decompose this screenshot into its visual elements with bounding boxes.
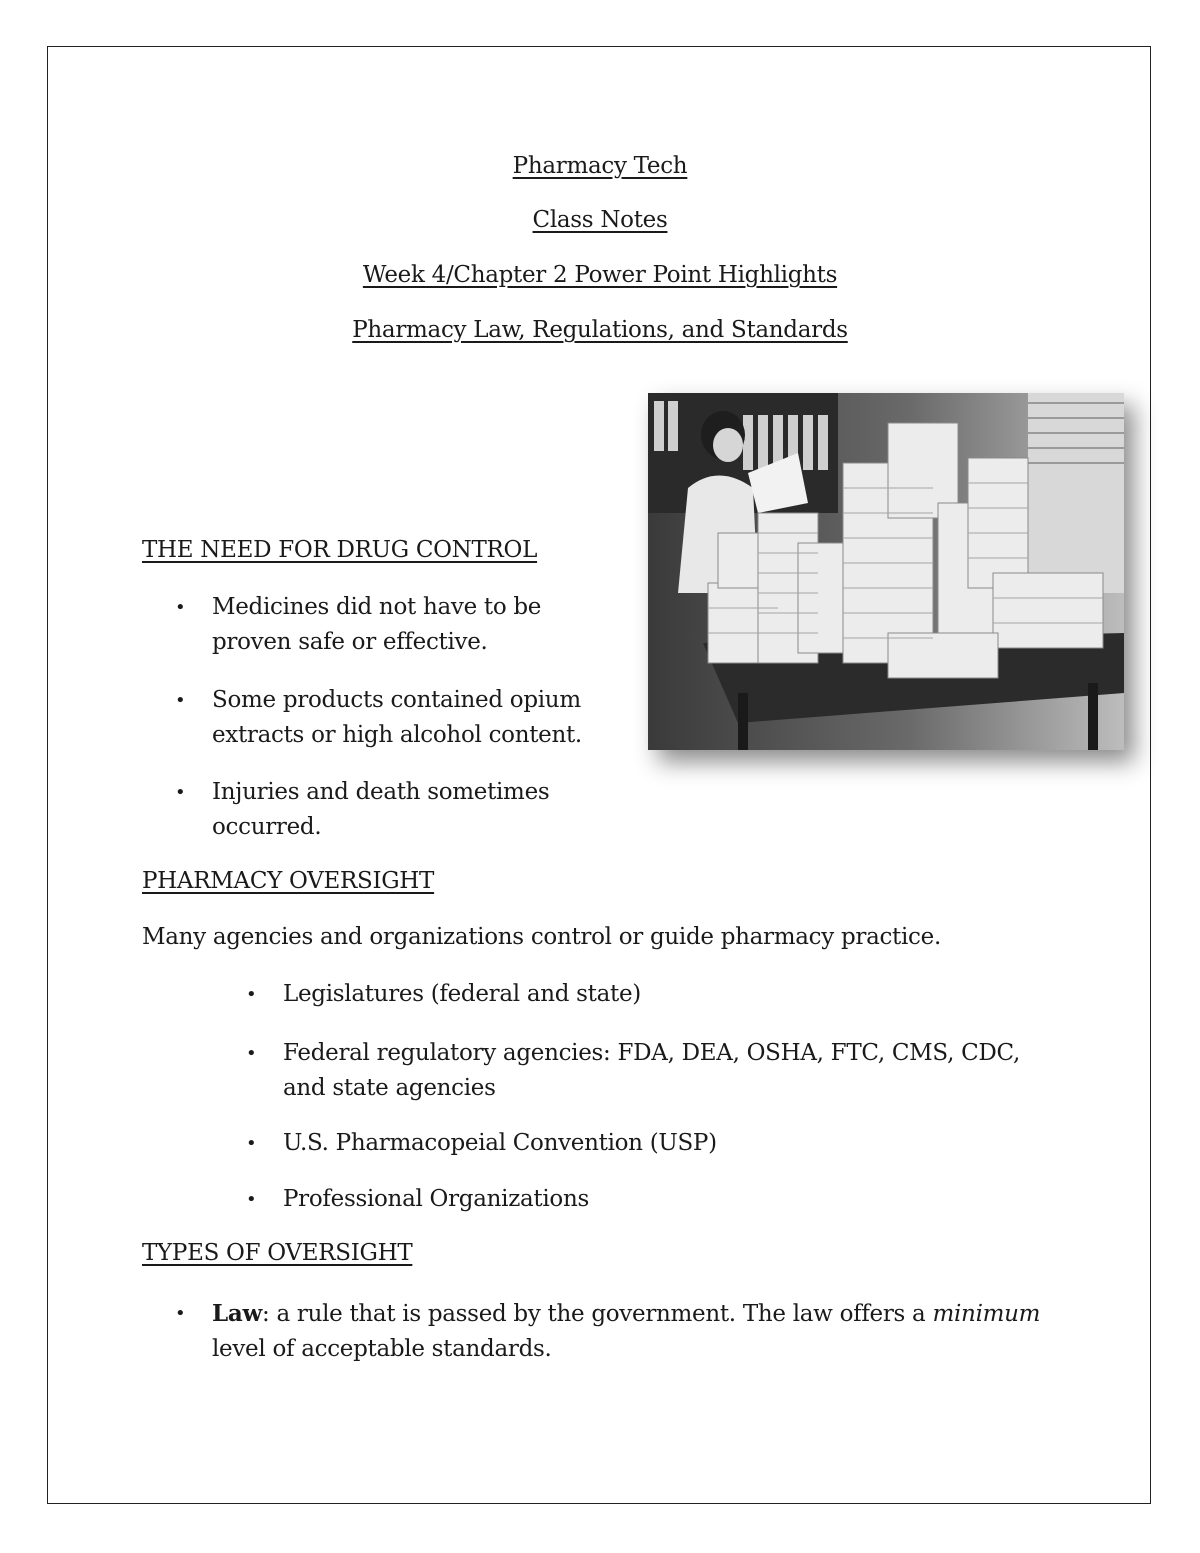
list-item [175,775,550,845]
list-item-text: Injuries and death sometimes [212,779,550,805]
law-definition-line1 [212,1296,1040,1332]
section-heading-pharmacy-oversight: PHARMACY OVERSIGHT [142,868,435,894]
section-heading-types-of-oversight: TYPES OF OVERSIGHT [142,1240,413,1266]
bullet-icon: • [175,690,186,711]
list-item-text: Medicines did not have to be [212,594,542,620]
list-item-text: U.S. Pharmacopeial Convention (USP) [283,1130,717,1156]
bullet-icon: • [246,1133,257,1154]
oversight-intro: Many agencies and organizations control or guide pharmacy practice. [142,924,941,950]
bullet-icon: • [175,1303,186,1324]
doc-subtitle: Class Notes [532,207,668,233]
list-item [246,1036,1021,1106]
list-item [246,977,641,1012]
section-heading-drug-control: THE NEED FOR DRUG CONTROL [142,537,538,563]
bullet-icon: • [246,1043,257,1064]
doc-week-chapter: Week 4/Chapter 2 Power Point Highlights [362,262,838,288]
doc-topic: Pharmacy Law, Regulations, and Standards [352,317,848,343]
list-item [246,1182,589,1217]
law-definition-text: : a rule that is passed by the government. The law offers a [261,1301,933,1327]
list-item-text: extracts or high alcohol content. [212,722,582,748]
list-item-text: and state agencies [283,1075,496,1101]
list-item-text: Professional Organizations [283,1186,589,1212]
bullet-icon: • [246,1189,257,1210]
list-item-text: Federal regulatory agencies: FDA, DEA, OSHA, FTC, CMS, CDC, [283,1040,1021,1066]
list-item [246,1126,717,1161]
list-item-text: Some products contained opium [212,687,581,713]
list-item-law [175,1296,1041,1367]
law-definition-line2: level of acceptable standards. [212,1336,552,1362]
bullet-icon: • [175,782,186,803]
document-stacks-photo [648,393,1124,750]
bullet-icon: • [246,984,257,1005]
list-item [175,683,582,753]
bullet-icon: • [175,597,186,618]
list-item [175,590,542,660]
doc-title: Pharmacy Tech [512,153,688,179]
law-emphasis: minimum [932,1301,1041,1327]
list-item-text: Legislatures (federal and state) [283,981,641,1007]
list-item-text: proven safe or effective. [212,629,488,655]
law-term: Law [212,1300,262,1327]
list-item-text: occurred. [212,814,322,840]
